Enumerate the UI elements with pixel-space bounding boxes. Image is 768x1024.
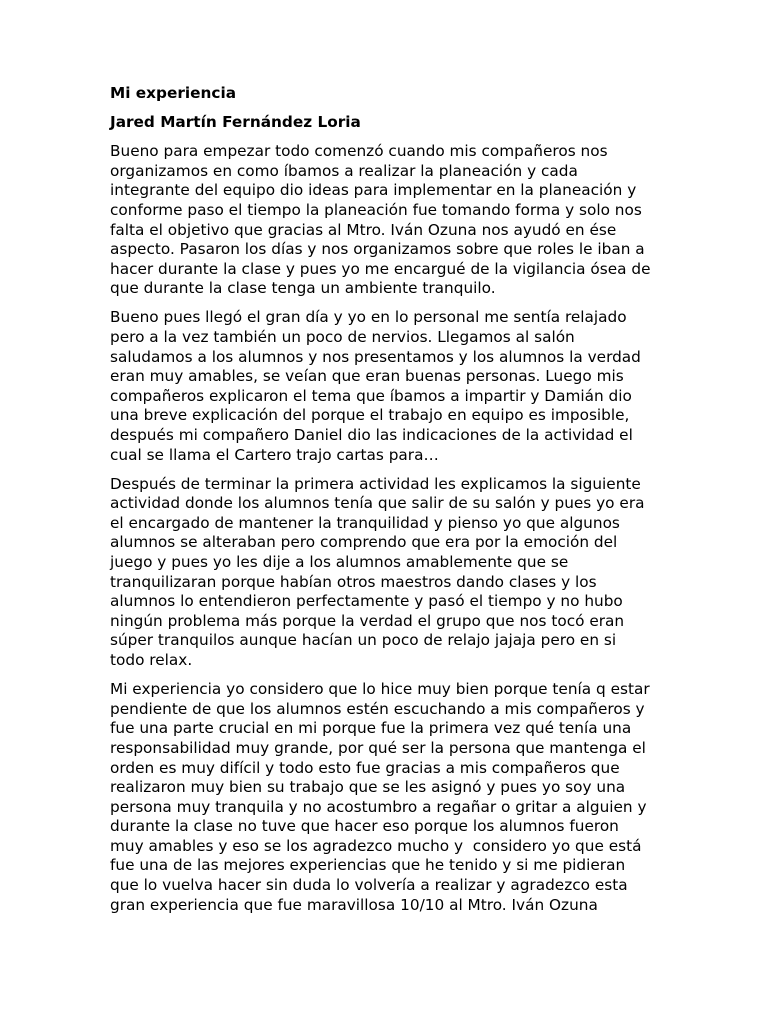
author-name: Jared Martín Fernández Loria <box>110 113 361 132</box>
body-paragraph <box>110 142 658 299</box>
text-line: pendiente de que los alumnos estén escuchando a mis compañeros y <box>110 699 645 718</box>
text-line: persona muy tranquila y no acostumbro a regañar o gritar a alguien y <box>110 797 647 816</box>
text-line: saludamos a los alumnos y nos presentamos y los alumnos la verdad <box>110 347 641 366</box>
text-line: aspecto. Pasaron los días y nos organizamos sobre que roles le iban a <box>110 240 645 259</box>
text-line: que durante la clase tenga un ambiente tranquilo. <box>110 279 496 298</box>
text-line: todo relax. <box>110 651 193 670</box>
text-line: alumnos se alteraban pero comprendo que era por la emoción del <box>110 533 618 552</box>
text-line: cual se llama el Cartero trajo cartas para… <box>110 445 439 464</box>
text-line: fue una de las mejores experiencias que he tenido y si me pidieran <box>110 856 626 875</box>
text-line: integrante del equipo dio ideas para implementar en la planeación y <box>110 181 637 200</box>
text-line: pero a la vez también un poco de nervios. Llegamos al salón <box>110 328 575 347</box>
text-line: ningún problema más porque la verdad el grupo que nos tocó eran <box>110 611 625 630</box>
document-page <box>110 84 658 925</box>
text-line: juego y pues yo les dije a los alumnos amablemente que se <box>110 553 569 572</box>
text-line: el encargado de mantener la tranquilidad y pienso yo que algunos <box>110 513 620 532</box>
text-line: orden es muy difícil y todo esto fue gracias a mis compañeros que <box>110 758 620 777</box>
text-line: actividad donde los alumnos tenía que salir de su salón y pues yo era <box>110 494 645 513</box>
text-line: falta el objetivo que gracias al Mtro. Iván Ozuna nos ayudó en ése <box>110 220 617 239</box>
document-body <box>110 142 658 915</box>
text-line: tranquilizaran porque habían otros maestros dando clases y los <box>110 572 597 591</box>
body-paragraph <box>110 475 658 671</box>
text-line: alumnos lo entendieron perfectamente y pasó el tiempo y no hubo <box>110 592 623 611</box>
text-line: Bueno pues llegó el gran día y yo en lo personal me sentía relajado <box>110 308 627 327</box>
text-line: Mi experiencia yo considero que lo hice muy bien porque tenía q estar <box>110 680 650 699</box>
text-line: durante la clase no tuve que hacer eso porque los alumnos fueron <box>110 817 619 836</box>
text-line: conforme paso el tiempo la planeación fue tomando forma y solo nos <box>110 200 642 219</box>
body-paragraph <box>110 308 658 465</box>
document-title: Mi experiencia <box>110 84 237 102</box>
text-line: súper tranquilos aunque hacían un poco de relajo jajaja pero en si <box>110 631 617 650</box>
text-line: Después de terminar la primera actividad les explicamos la siguiente <box>110 474 641 493</box>
text-line: gran experiencia que fue maravillosa 10/10 al Mtro. Iván Ozuna <box>110 895 598 914</box>
text-line: fue una parte crucial en mi porque fue la primera vez qué tenía una <box>110 719 632 738</box>
text-line: una breve explicación del porque el trabajo en equipo es imposible, <box>110 406 630 425</box>
text-line: compañeros explicaron el tema que íbamos a impartir y Damián dio <box>110 386 632 405</box>
text-line: responsabilidad muy grande, por qué ser la persona que mantenga el <box>110 738 646 757</box>
text-line: que lo vuelva hacer sin duda lo volvería a realizar y agradezco esta <box>110 876 628 895</box>
text-line: después mi compañero Daniel dio las indicaciones de la actividad el <box>110 426 633 444</box>
text-line: hacer durante la clase y pues yo me encargué de la vigilancia ósea de <box>110 259 651 278</box>
text-line: muy amables y eso se los agradezco mucho y considero yo que está <box>110 836 642 855</box>
text-line: realizaron muy bien su trabajo que se les asignó y pues yo soy una <box>110 778 626 797</box>
body-paragraph <box>110 680 658 915</box>
text-line: eran muy amables, se veían que eran buenas personas. Luego mis <box>110 367 624 386</box>
text-line: organizamos en como íbamos a realizar la planeación y cada <box>110 161 578 180</box>
text-line: Bueno para empezar todo comenzó cuando mis compañeros nos <box>110 142 608 161</box>
